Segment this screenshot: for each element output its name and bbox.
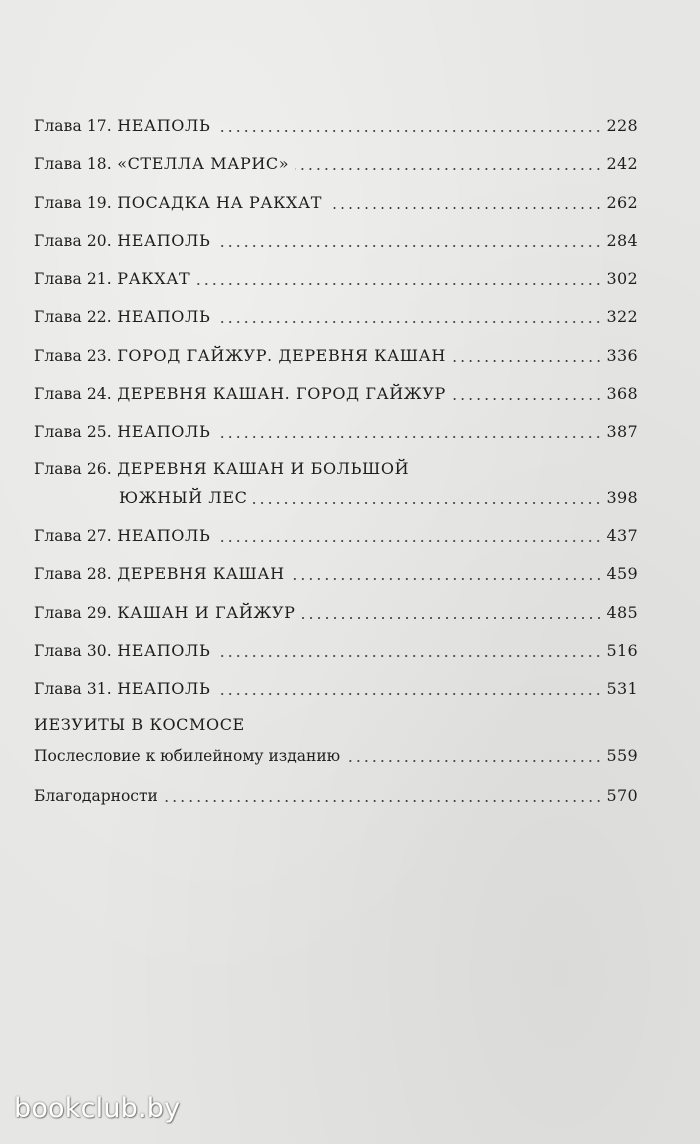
toc-entry-chapter-17 (34, 110, 638, 137)
chapter-title-line-2: ЮЖНЫЙ ЛЕС (119, 487, 248, 507)
chapter-title: НЕАПОЛЬ (117, 640, 211, 660)
table-of-contents (34, 110, 638, 819)
chapter-title: НЕАПОЛЬ (117, 307, 211, 327)
chapter-title: НЕАПОЛЬ (117, 116, 211, 135)
toc-entry-chapter-26 (34, 455, 638, 509)
chapter-number: Глава 27. (34, 526, 112, 545)
dot-leader (216, 655, 602, 657)
page-number: 368 (606, 384, 638, 404)
chapter-number: Глава 21. (34, 270, 112, 289)
page-number: 336 (606, 345, 638, 365)
chapter-number: Глава 30. (34, 641, 112, 660)
section-heading: ИЕЗУИТЫ В КОСМОСЕ (34, 715, 245, 735)
dot-leader (328, 207, 603, 209)
dot-leader (216, 436, 602, 438)
chapter-title: ДЕРЕВНЯ КАШАН (117, 564, 285, 584)
page-number: 559 (606, 746, 638, 766)
chapter-number: Глава 23. (34, 346, 112, 365)
chapter-number: Глава 20. (34, 231, 112, 250)
chapter-number: Глава 29. (34, 603, 112, 622)
chapter-number: Глава 19. (34, 193, 112, 212)
toc-entry-chapter-22 (34, 301, 638, 328)
dot-leader (346, 760, 602, 762)
chapter-title: ПОСАДКА НА РАКХАТ (117, 192, 323, 212)
page-number: 242 (606, 154, 638, 174)
dot-leader (452, 398, 603, 400)
dot-leader (253, 502, 602, 504)
dot-leader (452, 360, 603, 362)
toc-entry-chapter-18 (34, 148, 638, 175)
chapter-number: Глава 22. (34, 308, 112, 327)
page-number: 531 (606, 679, 638, 699)
chapter-title: РАКХАТ (117, 269, 191, 289)
dot-leader (216, 540, 602, 542)
page-number: 284 (606, 230, 638, 250)
toc-entry-chapter-28 (34, 558, 638, 585)
chapter-number: Глава 26. (34, 459, 112, 478)
chapter-number: Глава 25. (34, 423, 112, 442)
dot-leader (216, 130, 602, 132)
chapter-title: «СТЕЛЛА МАРИС» (117, 154, 290, 174)
chapter-number: Глава 28. (34, 565, 112, 584)
chapter-number: Глава 24. (34, 385, 112, 404)
page-number: 387 (606, 422, 638, 442)
toc-entry-chapter-24 (34, 378, 638, 405)
page-number: 570 (606, 786, 638, 806)
toc-entry-chapter-25 (34, 416, 638, 443)
page-number: 485 (606, 602, 638, 622)
toc-entry-chapter-23 (34, 340, 638, 367)
chapter-title: НЕАПОЛЬ (117, 679, 211, 699)
dot-leader (216, 321, 602, 323)
afterword-title: Послесловие к юбилейному изданию (34, 747, 341, 766)
dot-leader (216, 245, 602, 247)
toc-entry-chapter-30 (34, 635, 638, 662)
toc-entry-chapter-29 (34, 597, 638, 624)
page-number: 459 (606, 564, 638, 584)
chapter-title-line-1: ДЕРЕВНЯ КАШАН И БОЛЬШОЙ (117, 458, 410, 478)
toc-entry-chapter-19 (34, 187, 638, 214)
dot-leader (295, 168, 602, 170)
chapter-number: Глава 31. (34, 680, 112, 699)
toc-entry-acknowledgements (34, 780, 638, 807)
toc-entry-chapter-20 (34, 225, 638, 252)
chapter-title: КАШАН И ГАЙЖУР (117, 602, 296, 622)
chapter-title: ГОРОД ГАЙЖУР. ДЕРЕВНЯ КАШАН (117, 345, 446, 365)
chapter-number: Глава 18. (34, 155, 112, 174)
toc-entry-chapter-31 (34, 673, 638, 700)
chapter-title: НЕАПОЛЬ (117, 525, 211, 545)
page-number: 322 (606, 307, 638, 327)
page-number: 302 (606, 269, 638, 289)
toc-entry-chapter-21 (34, 263, 638, 290)
chapter-number: Глава 17. (34, 117, 112, 135)
chapter-title: НЕАПОЛЬ (117, 422, 211, 442)
page-number: 437 (606, 525, 638, 545)
page-number: 398 (606, 487, 638, 507)
dot-leader (216, 693, 602, 695)
dot-leader (291, 578, 603, 580)
toc-entry-chapter-27 (34, 520, 638, 547)
acknowledgements-title: Благодарности (34, 787, 158, 806)
watermark-logo: bookclub.by (14, 1093, 181, 1124)
chapter-title: НЕАПОЛЬ (117, 230, 211, 250)
page-number: 516 (606, 640, 638, 660)
dot-leader (164, 800, 603, 802)
page-number: 228 (606, 116, 638, 135)
chapter-title: ДЕРЕВНЯ КАШАН. ГОРОД ГАЙЖУР (117, 384, 446, 404)
toc-entry-afterword (34, 740, 638, 767)
page-number: 262 (606, 192, 638, 212)
dot-leader (302, 617, 603, 619)
dot-leader (196, 283, 602, 285)
